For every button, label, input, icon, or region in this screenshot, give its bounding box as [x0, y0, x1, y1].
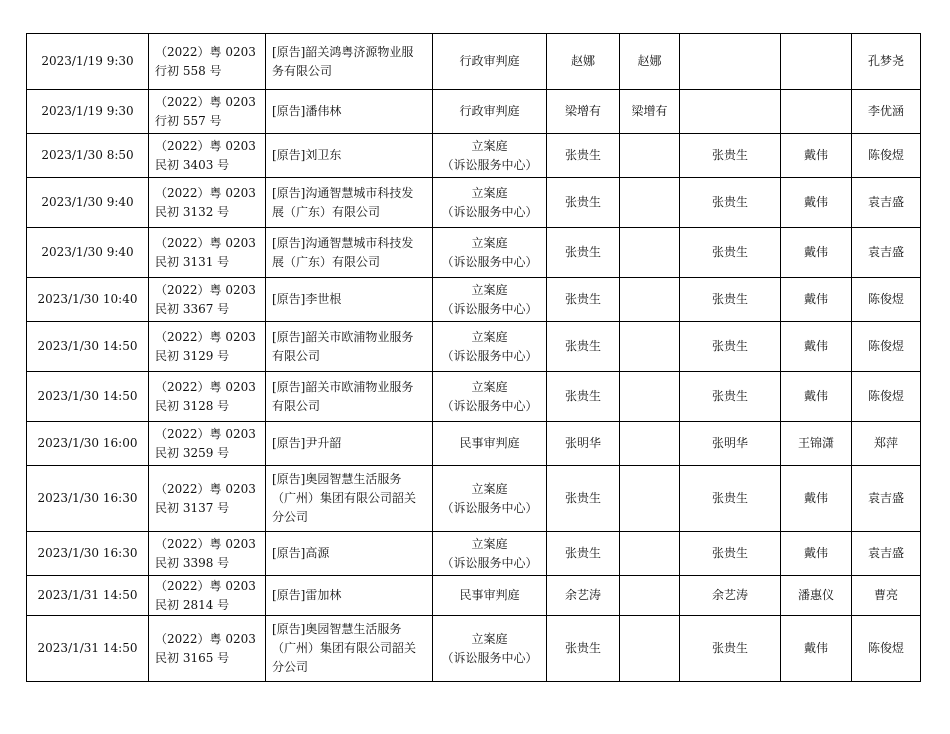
- case-number-cell: [149, 90, 266, 134]
- hearing-time-cell: 2023/1/31 14:50: [27, 616, 149, 682]
- party-name-line: [原告]奥园智慧生活服务: [272, 472, 402, 486]
- hearing-time-cell: 2023/1/30 14:50: [27, 372, 149, 422]
- case-number-line: 民初 3129 号: [155, 348, 230, 363]
- court-department-line: 行政审判庭: [459, 104, 520, 118]
- court-department-line: （诉讼服务中心）: [441, 348, 538, 363]
- court-department-cell: [433, 616, 547, 682]
- party-name-line: 展（广东）有限公司: [272, 204, 381, 219]
- court-department-cell: [433, 34, 547, 90]
- court-department-line: 行政审判庭: [459, 54, 520, 68]
- party-name-line: [原告]刘卫东: [272, 148, 342, 162]
- party-name-line: [原告]韶关市欧浦物业服务: [272, 379, 414, 394]
- judge-a-cell: 张贵生: [547, 532, 620, 576]
- party-name-cell: [266, 372, 433, 422]
- judge-c-cell: 张贵生: [680, 532, 781, 576]
- clerk-cell: 陈俊煜: [852, 134, 921, 178]
- judge-c-cell: [680, 90, 781, 134]
- court-department-cell: [433, 466, 547, 532]
- judge-b-cell: [620, 422, 680, 466]
- party-name-line: [原告]奥园智慧生活服务: [272, 622, 402, 636]
- table-row: [27, 228, 921, 278]
- case-number-line: （2022）粤 0203: [155, 631, 256, 646]
- clerk-cell: 陈俊煜: [852, 278, 921, 322]
- case-number-line: （2022）粤 0203: [155, 426, 256, 441]
- court-department-line: （诉讼服务中心）: [441, 650, 538, 665]
- judge-d-cell: 戴伟: [781, 532, 852, 576]
- table-row: [27, 134, 921, 178]
- court-department-line: 立案庭: [471, 282, 508, 297]
- clerk-cell: 陈俊煜: [852, 616, 921, 682]
- judge-a-cell: 张贵生: [547, 178, 620, 228]
- court-department-line: 民事审判庭: [459, 588, 520, 602]
- party-name-cell: [266, 90, 433, 134]
- hearing-time-cell: 2023/1/30 16:00: [27, 422, 149, 466]
- table-row: [27, 616, 921, 682]
- clerk-cell: 袁吉盛: [852, 532, 921, 576]
- judge-a-cell: 张贵生: [547, 372, 620, 422]
- party-name-line: [原告]高源: [272, 546, 330, 560]
- party-name-cell: [266, 34, 433, 90]
- clerk-cell: 陈俊煜: [852, 372, 921, 422]
- party-name-cell: [266, 134, 433, 178]
- judge-d-cell: 潘惠仪: [781, 576, 852, 616]
- judge-c-cell: 张贵生: [680, 134, 781, 178]
- table-row: [27, 372, 921, 422]
- judge-d-cell: 戴伟: [781, 134, 852, 178]
- case-number-cell: [149, 576, 266, 616]
- case-number-line: （2022）粤 0203: [155, 185, 256, 200]
- judge-d-cell: 戴伟: [781, 178, 852, 228]
- case-number-line: 民初 3131 号: [155, 254, 230, 269]
- party-name-line: [原告]韶关市欧浦物业服务: [272, 329, 414, 344]
- judge-c-cell: 张贵生: [680, 372, 781, 422]
- court-department-cell: [433, 278, 547, 322]
- judge-b-cell: [620, 228, 680, 278]
- hearing-time-cell: 2023/1/30 16:30: [27, 466, 149, 532]
- case-number-cell: [149, 466, 266, 532]
- table-row: [27, 532, 921, 576]
- clerk-cell: 袁吉盛: [852, 228, 921, 278]
- party-name-cell: [266, 466, 433, 532]
- party-name-cell: [266, 616, 433, 682]
- case-number-cell: [149, 134, 266, 178]
- table-row: [27, 466, 921, 532]
- judge-d-cell: 戴伟: [781, 322, 852, 372]
- case-number-line: 行初 557 号: [155, 113, 222, 128]
- court-department-cell: [433, 134, 547, 178]
- judge-d-cell: 戴伟: [781, 278, 852, 322]
- court-department-line: （诉讼服务中心）: [441, 204, 538, 219]
- court-department-line: （诉讼服务中心）: [441, 500, 538, 515]
- judge-b-cell: [620, 134, 680, 178]
- court-department-cell: [433, 422, 547, 466]
- judge-a-cell: 张贵生: [547, 322, 620, 372]
- judge-a-cell: 张贵生: [547, 466, 620, 532]
- party-name-line: [原告]韶关鸿粤济源物业服: [272, 44, 414, 59]
- judge-c-cell: 张贵生: [680, 466, 781, 532]
- clerk-cell: 孔梦尧: [852, 34, 921, 90]
- table-row: [27, 422, 921, 466]
- clerk-cell: 曹亮: [852, 576, 921, 616]
- judge-c-cell: 余艺涛: [680, 576, 781, 616]
- case-number-line: （2022）粤 0203: [155, 379, 256, 394]
- table-row: [27, 322, 921, 372]
- case-number-line: 行初 558 号: [155, 63, 222, 78]
- case-number-line: （2022）粤 0203: [155, 536, 256, 551]
- party-name-cell: [266, 532, 433, 576]
- table-row: [27, 178, 921, 228]
- judge-b-cell: [620, 278, 680, 322]
- case-number-cell: [149, 178, 266, 228]
- court-department-cell: [433, 90, 547, 134]
- court-department-cell: [433, 532, 547, 576]
- case-number-cell: [149, 422, 266, 466]
- judge-d-cell: 戴伟: [781, 466, 852, 532]
- hearing-time-cell: 2023/1/30 10:40: [27, 278, 149, 322]
- case-number-line: （2022）粤 0203: [155, 94, 256, 109]
- table-row: [27, 34, 921, 90]
- judge-d-cell: 戴伟: [781, 228, 852, 278]
- judge-d-cell: 戴伟: [781, 372, 852, 422]
- court-department-line: 立案庭: [471, 235, 508, 250]
- party-name-line: [原告]潘伟林: [272, 104, 342, 118]
- judge-a-cell: 张贵生: [547, 228, 620, 278]
- party-name-line: [原告]雷加林: [272, 588, 342, 602]
- court-department-cell: [433, 228, 547, 278]
- judge-b-cell: [620, 576, 680, 616]
- table-row: [27, 90, 921, 134]
- judge-c-cell: 张贵生: [680, 178, 781, 228]
- party-name-cell: [266, 422, 433, 466]
- judge-c-cell: 张贵生: [680, 228, 781, 278]
- clerk-cell: 袁吉盛: [852, 178, 921, 228]
- party-name-cell: [266, 178, 433, 228]
- judge-b-cell: [620, 466, 680, 532]
- judge-a-cell: 张贵生: [547, 616, 620, 682]
- judge-d-cell: [781, 90, 852, 134]
- court-department-line: 民事审判庭: [459, 436, 520, 450]
- case-number-cell: [149, 34, 266, 90]
- case-number-cell: [149, 278, 266, 322]
- court-department-line: （诉讼服务中心）: [441, 555, 538, 570]
- court-department-line: （诉讼服务中心）: [441, 301, 538, 316]
- court-department-line: 立案庭: [471, 379, 508, 394]
- case-number-line: 民初 3137 号: [155, 500, 230, 515]
- case-number-line: 民初 2814 号: [155, 597, 230, 612]
- judge-d-cell: 王锦潇: [781, 422, 852, 466]
- court-department-line: （诉讼服务中心）: [441, 157, 538, 172]
- judge-a-cell: 赵娜: [547, 34, 620, 90]
- court-department-line: （诉讼服务中心）: [441, 398, 538, 413]
- judge-c-cell: 张贵生: [680, 322, 781, 372]
- case-number-cell: [149, 616, 266, 682]
- hearing-time-cell: 2023/1/19 9:30: [27, 34, 149, 90]
- party-name-line: 展（广东）有限公司: [272, 254, 381, 269]
- clerk-cell: 袁吉盛: [852, 466, 921, 532]
- party-name-line: 分公司: [272, 660, 309, 674]
- case-number-cell: [149, 228, 266, 278]
- clerk-cell: 陈俊煜: [852, 322, 921, 372]
- case-number-line: 民初 3165 号: [155, 650, 230, 665]
- case-number-line: （2022）粤 0203: [155, 481, 256, 496]
- judge-b-cell: [620, 616, 680, 682]
- case-number-line: （2022）粤 0203: [155, 282, 256, 297]
- judge-b-cell: [620, 178, 680, 228]
- judge-c-cell: 张贵生: [680, 616, 781, 682]
- judge-c-cell: 张明华: [680, 422, 781, 466]
- case-number-line: 民初 3259 号: [155, 445, 230, 460]
- party-name-line: 有限公司: [272, 348, 321, 363]
- case-number-line: 民初 3403 号: [155, 157, 230, 172]
- judge-d-cell: [781, 34, 852, 90]
- case-number-line: （2022）粤 0203: [155, 235, 256, 250]
- party-name-line: [原告]沟通智慧城市科技发: [272, 185, 414, 200]
- hearing-time-cell: 2023/1/30 14:50: [27, 322, 149, 372]
- hearing-time-cell: 2023/1/30 8:50: [27, 134, 149, 178]
- party-name-line: （广州）集团有限公司韶关: [272, 491, 417, 505]
- judge-a-cell: 张明华: [547, 422, 620, 466]
- court-department-cell: [433, 178, 547, 228]
- case-number-line: 民初 3367 号: [155, 301, 230, 316]
- party-name-line: 分公司: [272, 510, 309, 524]
- court-department-line: （诉讼服务中心）: [441, 254, 538, 269]
- case-number-line: （2022）粤 0203: [155, 578, 256, 593]
- table-row: [27, 278, 921, 322]
- court-department-line: 立案庭: [471, 185, 508, 200]
- case-number-line: 民初 3128 号: [155, 398, 230, 413]
- case-number-cell: [149, 322, 266, 372]
- table-row: [27, 576, 921, 616]
- court-department-cell: [433, 372, 547, 422]
- clerk-cell: 郑萍: [852, 422, 921, 466]
- case-number-cell: [149, 532, 266, 576]
- judge-a-cell: 余艺涛: [547, 576, 620, 616]
- hearing-time-cell: 2023/1/30 9:40: [27, 228, 149, 278]
- judge-b-cell: 赵娜: [620, 34, 680, 90]
- case-number-line: （2022）粤 0203: [155, 44, 256, 59]
- party-name-cell: [266, 322, 433, 372]
- court-department-line: 立案庭: [471, 631, 508, 646]
- hearing-time-cell: 2023/1/30 16:30: [27, 532, 149, 576]
- party-name-cell: [266, 278, 433, 322]
- judge-a-cell: 张贵生: [547, 278, 620, 322]
- party-name-line: [原告]沟通智慧城市科技发: [272, 235, 414, 250]
- court-department-line: 立案庭: [471, 481, 508, 496]
- judge-b-cell: [620, 372, 680, 422]
- court-department-line: 立案庭: [471, 138, 508, 153]
- court-department-line: 立案庭: [471, 329, 508, 344]
- judge-a-cell: 梁增有: [547, 90, 620, 134]
- judge-b-cell: [620, 322, 680, 372]
- party-name-line: [原告]尹升韶: [272, 436, 342, 450]
- court-department-cell: [433, 322, 547, 372]
- judge-b-cell: [620, 532, 680, 576]
- court-department-cell: [433, 576, 547, 616]
- judge-b-cell: 梁增有: [620, 90, 680, 134]
- party-name-cell: [266, 228, 433, 278]
- court-department-line: 立案庭: [471, 536, 508, 551]
- hearing-time-cell: 2023/1/30 9:40: [27, 178, 149, 228]
- party-name-line: 务有限公司: [272, 63, 333, 78]
- schedule-rows: [27, 34, 921, 682]
- judge-c-cell: 张贵生: [680, 278, 781, 322]
- judge-c-cell: [680, 34, 781, 90]
- case-number-line: （2022）粤 0203: [155, 138, 256, 153]
- hearing-time-cell: 2023/1/19 9:30: [27, 90, 149, 134]
- case-number-line: 民初 3132 号: [155, 204, 230, 219]
- clerk-cell: 李优涵: [852, 90, 921, 134]
- case-number-cell: [149, 372, 266, 422]
- party-name-line: 有限公司: [272, 398, 321, 413]
- hearing-time-cell: 2023/1/31 14:50: [27, 576, 149, 616]
- party-name-cell: [266, 576, 433, 616]
- judge-d-cell: 戴伟: [781, 616, 852, 682]
- case-number-line: 民初 3398 号: [155, 555, 230, 570]
- judge-a-cell: 张贵生: [547, 134, 620, 178]
- case-number-line: （2022）粤 0203: [155, 329, 256, 344]
- party-name-line: [原告]李世根: [272, 292, 342, 306]
- hearing-schedule-table: [26, 33, 921, 682]
- party-name-line: （广州）集团有限公司韶关: [272, 641, 417, 655]
